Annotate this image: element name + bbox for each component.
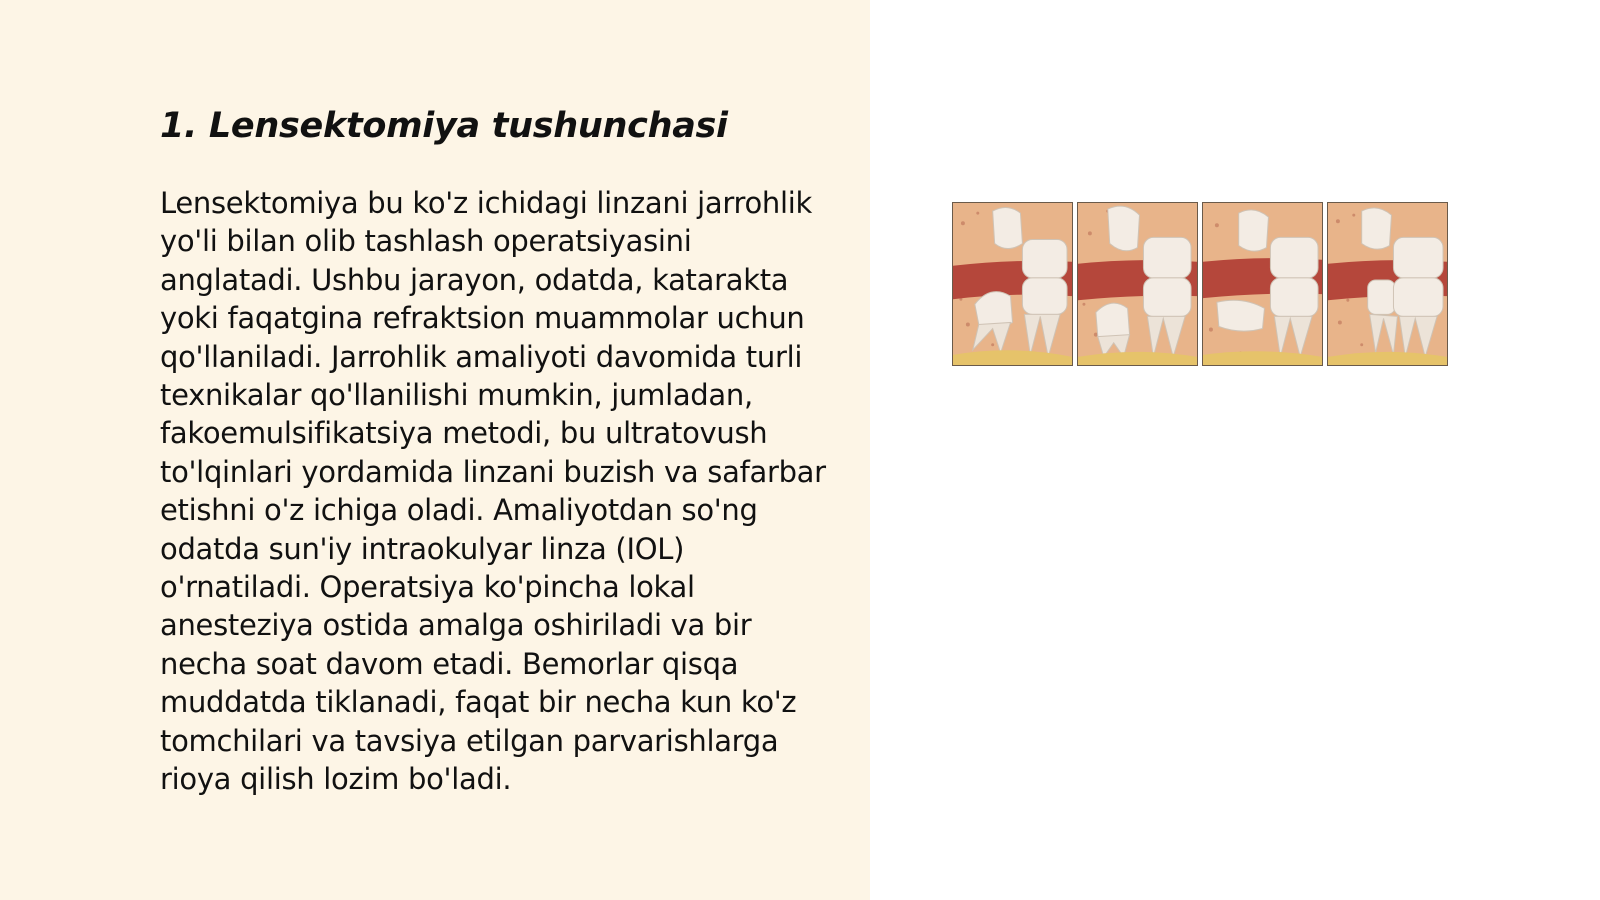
illustration-panel-3: [1202, 202, 1323, 366]
illustration-panel-2: [1077, 202, 1198, 366]
dental-illustration: [952, 202, 1448, 366]
illustration-panel-4: [1327, 202, 1448, 366]
illustration-panel-1: [952, 202, 1073, 366]
slide-title: 1. Lensektomiya tushunchasi: [160, 106, 728, 146]
slide-body-text: Lensektomiya bu ko'z ichidagi linzani jarrohlik yo'li bilan olib tashlash operatsiyasini anglatadi. Ushbu jarayon, odatda, katarakta yoki faqatgina refraktsion muammolar uchun qo'llaniladi. Jarrohlik amaliyoti davomida turli texnikalar qo'llanilishi mumkin, jumladan, fakoemulsifikatsiya metodi, bu ultratovush to'lqinlari yordamida linzani buzish va safarbar etishni o'z ichiga oladi. Amaliyotdan so'ng odatda sun'iy intraokulyar linza (IOL) o'rnatiladi. Operatsiya ko'pincha lokal anesteziya ostida amalga oshiriladi va bir necha soat davom etadi. Bemorlar qisqa muddatda tiklanadi, faqat bir necha kun ko'z tomchilari va tavsiya etilgan parvarishlarga rioya qilish lozim bo'ladi.: [160, 186, 826, 797]
